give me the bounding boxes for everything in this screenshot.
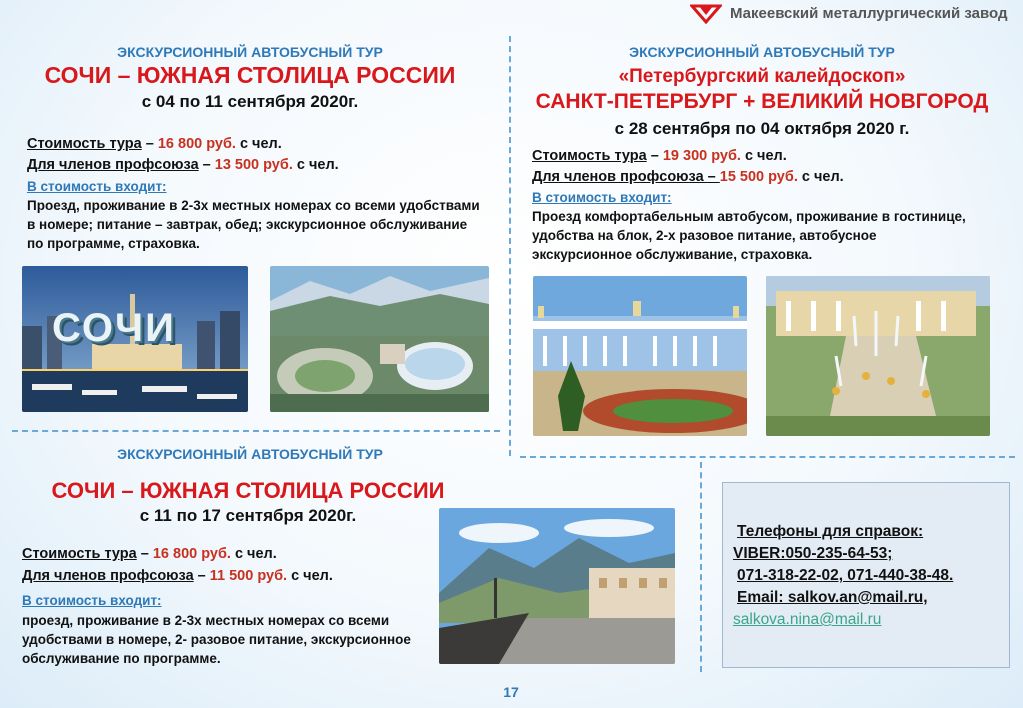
- divider-vertical-top: [509, 36, 511, 456]
- tour3-includes-label: В стоимость входит:: [22, 593, 162, 608]
- tour2-includes-label: В стоимость входит:: [532, 190, 672, 205]
- tour3-dates: с 11 по 17 сентября 2020г.: [139, 506, 357, 525]
- tour1-union-price: Для членов профсоюза – 13 500 руб. с чел.: [27, 157, 339, 173]
- tour3-union-price: Для членов профсоюза – 11 500 руб. с чел.: [22, 568, 333, 584]
- contacts-email2-link[interactable]: salkova.nina@mail.ru: [733, 611, 882, 628]
- tour1-includes-text: Проезд, проживание в 2-3х местных номерах со всеми удобствами в номере; питание – завтрак, обед; экскурсионное обслуживание по программе, страховка.: [27, 198, 480, 251]
- tour2-includes-text: Проезд комфортабельным автобусом, проживание в гостинице, удобства на блок, 2-х разовое питание, автобусное экскурсионное обслуживание, страховка.: [532, 209, 966, 262]
- company-logo-icon: [690, 4, 722, 24]
- tour1-title: СОЧИ – ЮЖНАЯ СТОЛИЦА РОССИИ: [44, 62, 456, 88]
- contacts-phones[interactable]: 071-318-22-02, 071-440-38-48.: [737, 567, 954, 584]
- peterhof-fountains-photo: [766, 276, 990, 436]
- contacts-email[interactable]: Email: salkov.an@mail.ru,: [737, 589, 928, 606]
- tour2-price: Стоимость тура – 19 300 руб. с чел.: [532, 148, 787, 164]
- sochi-seaport-photo: [22, 266, 248, 412]
- catherine-palace-photo: [533, 276, 747, 436]
- contacts-viber[interactable]: VIBER:050-235-64-53;: [733, 545, 893, 562]
- tour1-tag: ЭКСКУРСИОННЫЙ АВТОБУСНЫЙ ТУР: [117, 44, 383, 60]
- divider-horizontal-right: [520, 456, 1015, 458]
- tour3-price: Стоимость тура – 16 800 руб. с чел.: [22, 546, 277, 562]
- divider-horizontal-left: [12, 430, 500, 432]
- contacts-title: Телефоны для справок:: [737, 523, 924, 540]
- tour1-price: Стоимость тура – 16 800 руб. с чел.: [27, 136, 282, 152]
- olympic-park-photo: [270, 266, 489, 412]
- tour2-union-price: Для членов профсоюза – 15 500 руб. с чел.: [532, 169, 844, 185]
- company-name: Макеевский металлургический завод: [730, 5, 1008, 22]
- company-logo: [690, 2, 1020, 26]
- tour2-dates: с 28 сентября по 04 октября 2020 г.: [614, 119, 910, 138]
- tour1-dates: с 04 по 11 сентября 2020г.: [141, 92, 359, 111]
- tour1-includes-label: В стоимость входит:: [27, 179, 167, 194]
- sochi-sign-text: СОЧИ: [52, 306, 176, 350]
- page-number: 17: [503, 684, 519, 700]
- tour3-includes-text: проезд, проживание в 2-3х местных номерах со всеми удобствами в номере, 2- разовое питание, экскурсионное обслуживание по программе.: [22, 613, 411, 666]
- tour3-title: СОЧИ – ЮЖНАЯ СТОЛИЦА РОССИИ: [51, 478, 445, 503]
- tour2-title: САНКТ-ПЕТЕРБУРГ + ВЕЛИКИЙ НОВГОРОД: [535, 90, 989, 113]
- tour2-tag: ЭКСКУРСИОННЫЙ АВТОБУСНЫЙ ТУР: [629, 44, 895, 60]
- divider-vertical-bottom: [700, 462, 702, 672]
- tour2-subtitle: «Петербургский калейдоскоп»: [618, 66, 906, 87]
- rosa-khutor-photo: [439, 508, 675, 664]
- contacts-box: [722, 482, 1010, 668]
- tour3-tag: ЭКСКУРСИОННЫЙ АВТОБУСНЫЙ ТУР: [117, 446, 383, 462]
